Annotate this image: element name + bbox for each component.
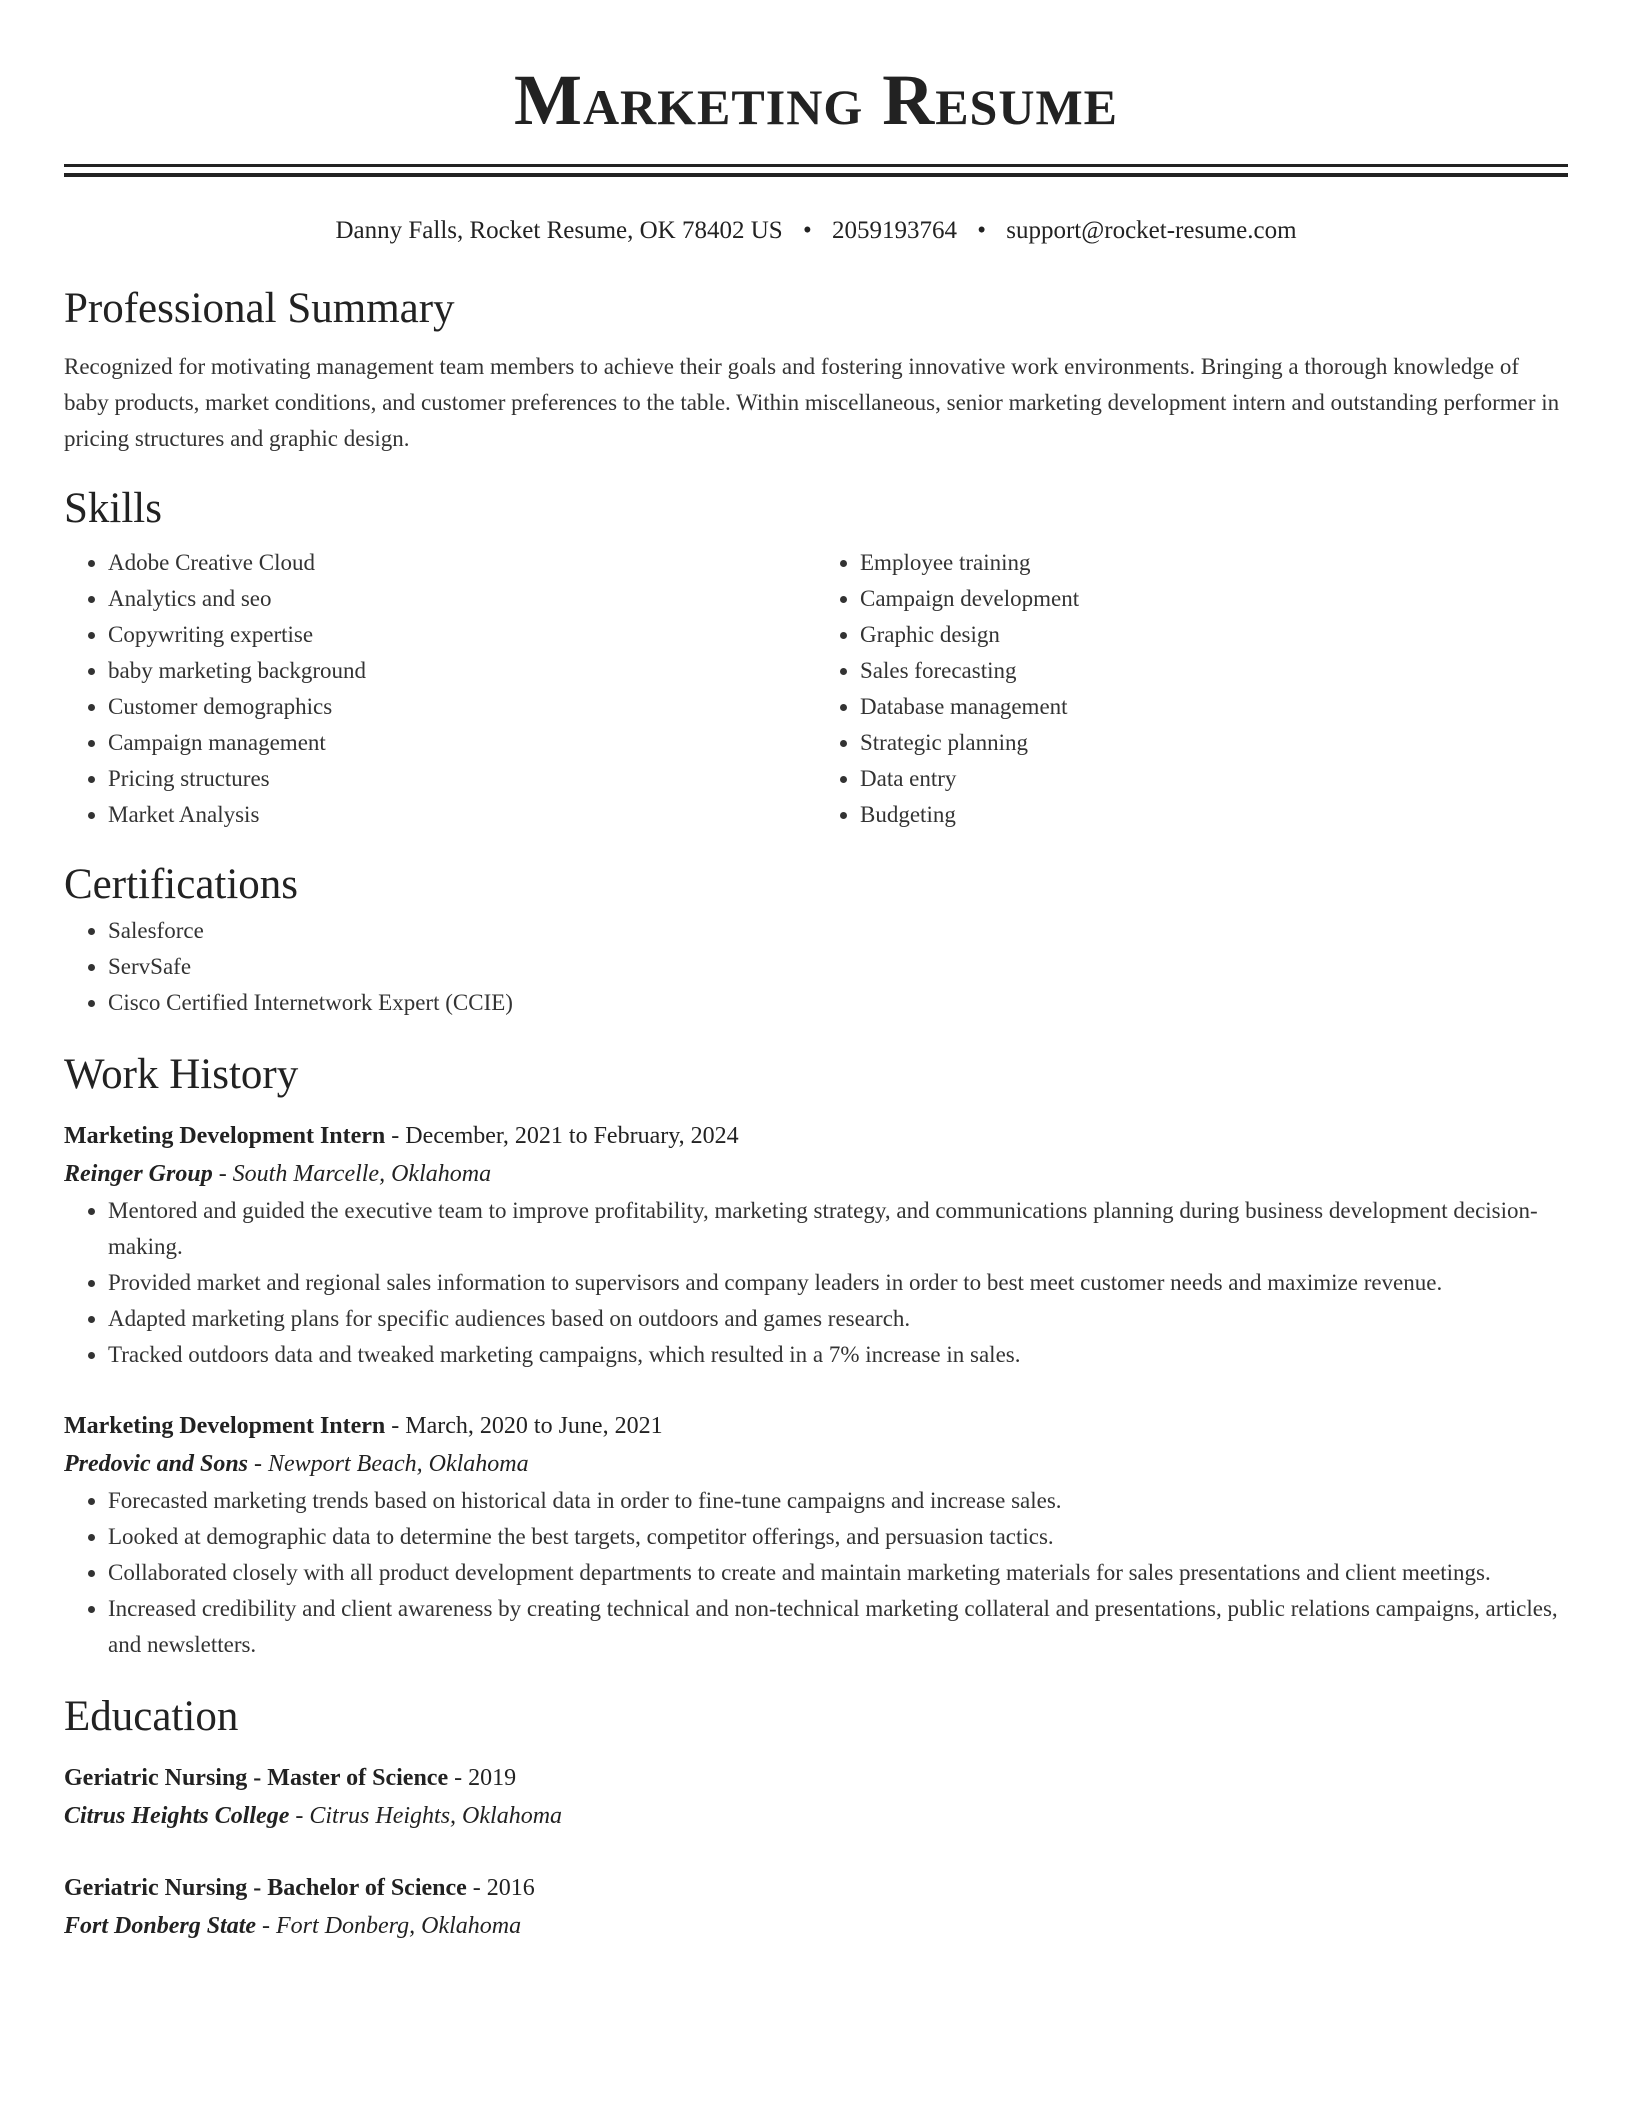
- skill-item: • Analytics and seo: [108, 581, 816, 617]
- skill-item: • Employee training: [860, 545, 1568, 581]
- skills-columns: [64, 545, 1568, 833]
- education-entry: [64, 1869, 1568, 1945]
- job-duty: • Provided market and regional sales information to supervisors and company leaders in order to best meet customer needs and maximize revenue.: [108, 1265, 1568, 1301]
- skill-item: • Budgeting: [860, 797, 1568, 833]
- skill-item: • Pricing structures: [108, 761, 816, 797]
- job-duty: • Collaborated closely with all product development departments to create and maintain marketing materials for sales presentations and client meetings.: [108, 1555, 1568, 1591]
- education-year: - 2019: [448, 1765, 517, 1791]
- job-title: Marketing Development Intern: [64, 1123, 386, 1149]
- skills-list-left: [64, 545, 816, 833]
- education-degree: Geriatric Nursing - Master of Science: [64, 1765, 449, 1791]
- contact-line: [64, 213, 1568, 249]
- job-employer: [64, 1445, 1568, 1483]
- skills-heading: Skills: [64, 485, 162, 532]
- job-location: - South Marcelle, Oklahoma: [212, 1161, 492, 1187]
- work-history-heading: Work History: [64, 1051, 299, 1098]
- skill-item: • Sales forecasting: [860, 653, 1568, 689]
- education-year: - 2016: [466, 1875, 535, 1901]
- skill-item: • Graphic design: [860, 617, 1568, 653]
- job-location: - Newport Beach, Oklahoma: [248, 1451, 529, 1477]
- contact-separator: •: [802, 217, 812, 244]
- job-duty: • Mentored and guided the executive team to improve profitability, marketing strategy, and communications planning during business development decision-making.: [108, 1193, 1568, 1265]
- job-duty: • Forecasted marketing trends based on historical data in order to fine-tune campaigns and increase sales.: [108, 1483, 1568, 1519]
- summary-heading: Professional Summary: [64, 285, 455, 332]
- skill-item: • Adobe Creative Cloud: [108, 545, 816, 581]
- skill-item: • Campaign development: [860, 581, 1568, 617]
- job-entry: [64, 1117, 1568, 1373]
- skill-item: • Copywriting expertise: [108, 617, 816, 653]
- skill-item: • Customer demographics: [108, 689, 816, 725]
- job-header: [64, 1407, 1568, 1445]
- education-institution: [64, 1797, 1568, 1835]
- summary-text: Recognized for motivating management team members to achieve their goals and fostering innovative work environments. Bringing a thorough knowledge of baby products, market conditions, and customer preferences to the table. Within miscellaneous, senior marketing development intern and outstanding performer in pricing structures and graphic design.: [64, 354, 1560, 451]
- title-divider-thick: [64, 173, 1568, 177]
- contact-separator: •: [977, 217, 986, 244]
- skills-list-right: [816, 545, 1568, 833]
- job-duty: • Looked at demographic data to determine the best targets, competitor offerings, and persuasion tactics.: [108, 1519, 1568, 1555]
- certification-item: • Cisco Certified Internetwork Expert (CCIE): [108, 985, 1568, 1021]
- education-school: Citrus Heights College: [64, 1803, 290, 1829]
- job-duties-list: [64, 1193, 1568, 1373]
- education-header: [64, 1759, 1568, 1797]
- job-company: Reinger Group: [64, 1161, 213, 1187]
- certifications-list: [64, 913, 1568, 1021]
- education-heading: Education: [64, 1693, 239, 1740]
- job-entry: [64, 1407, 1568, 1663]
- certification-item: • Salesforce: [108, 913, 1568, 949]
- job-duty: • Increased credibility and client awareness by creating technical and non-technical marketing collateral and presentations, public relations campaigns, articles, and newsletters.: [108, 1591, 1568, 1663]
- contact-email: support@rocket-resume.com: [1006, 217, 1297, 244]
- skill-item: • Market Analysis: [108, 797, 816, 833]
- education-entry: [64, 1759, 1568, 1835]
- job-company: Predovic and Sons: [64, 1451, 249, 1477]
- education-degree: Geriatric Nursing - Bachelor of Science: [64, 1875, 467, 1901]
- title-divider-thin: [64, 164, 1568, 167]
- skill-item: • baby marketing background: [108, 653, 816, 689]
- contact-phone: 2059193764: [831, 217, 957, 244]
- education-institution: [64, 1907, 1568, 1945]
- job-duty: • Tracked outdoors data and tweaked marketing campaigns, which resulted in a 7% increase in sales.: [108, 1337, 1568, 1373]
- job-dates: - December, 2021 to February, 2024: [385, 1123, 739, 1149]
- education-school: Fort Donberg State: [64, 1913, 257, 1939]
- job-header: [64, 1117, 1568, 1155]
- skill-item: • Data entry: [860, 761, 1568, 797]
- certification-item: • ServSafe: [108, 949, 1568, 985]
- job-title: Marketing Development Intern: [64, 1413, 386, 1439]
- job-duties-list: [64, 1483, 1568, 1663]
- skill-item: • Database management: [860, 689, 1568, 725]
- certifications-heading: Certifications: [64, 861, 299, 908]
- education-header: [64, 1869, 1568, 1907]
- job-duty: • Adapted marketing plans for specific audiences based on outdoors and games research.: [108, 1301, 1568, 1337]
- education-location: - Citrus Heights, Oklahoma: [289, 1803, 563, 1829]
- resume-title: Marketing Resume: [513, 60, 1119, 140]
- job-dates: - March, 2020 to June, 2021: [385, 1413, 663, 1439]
- skill-item: • Campaign management: [108, 725, 816, 761]
- contact-address: Danny Falls, Rocket Resume, OK 78402 US: [335, 217, 783, 244]
- skill-item: • Strategic planning: [860, 725, 1568, 761]
- education-location: - Fort Donberg, Oklahoma: [256, 1913, 522, 1939]
- job-employer: [64, 1155, 1568, 1193]
